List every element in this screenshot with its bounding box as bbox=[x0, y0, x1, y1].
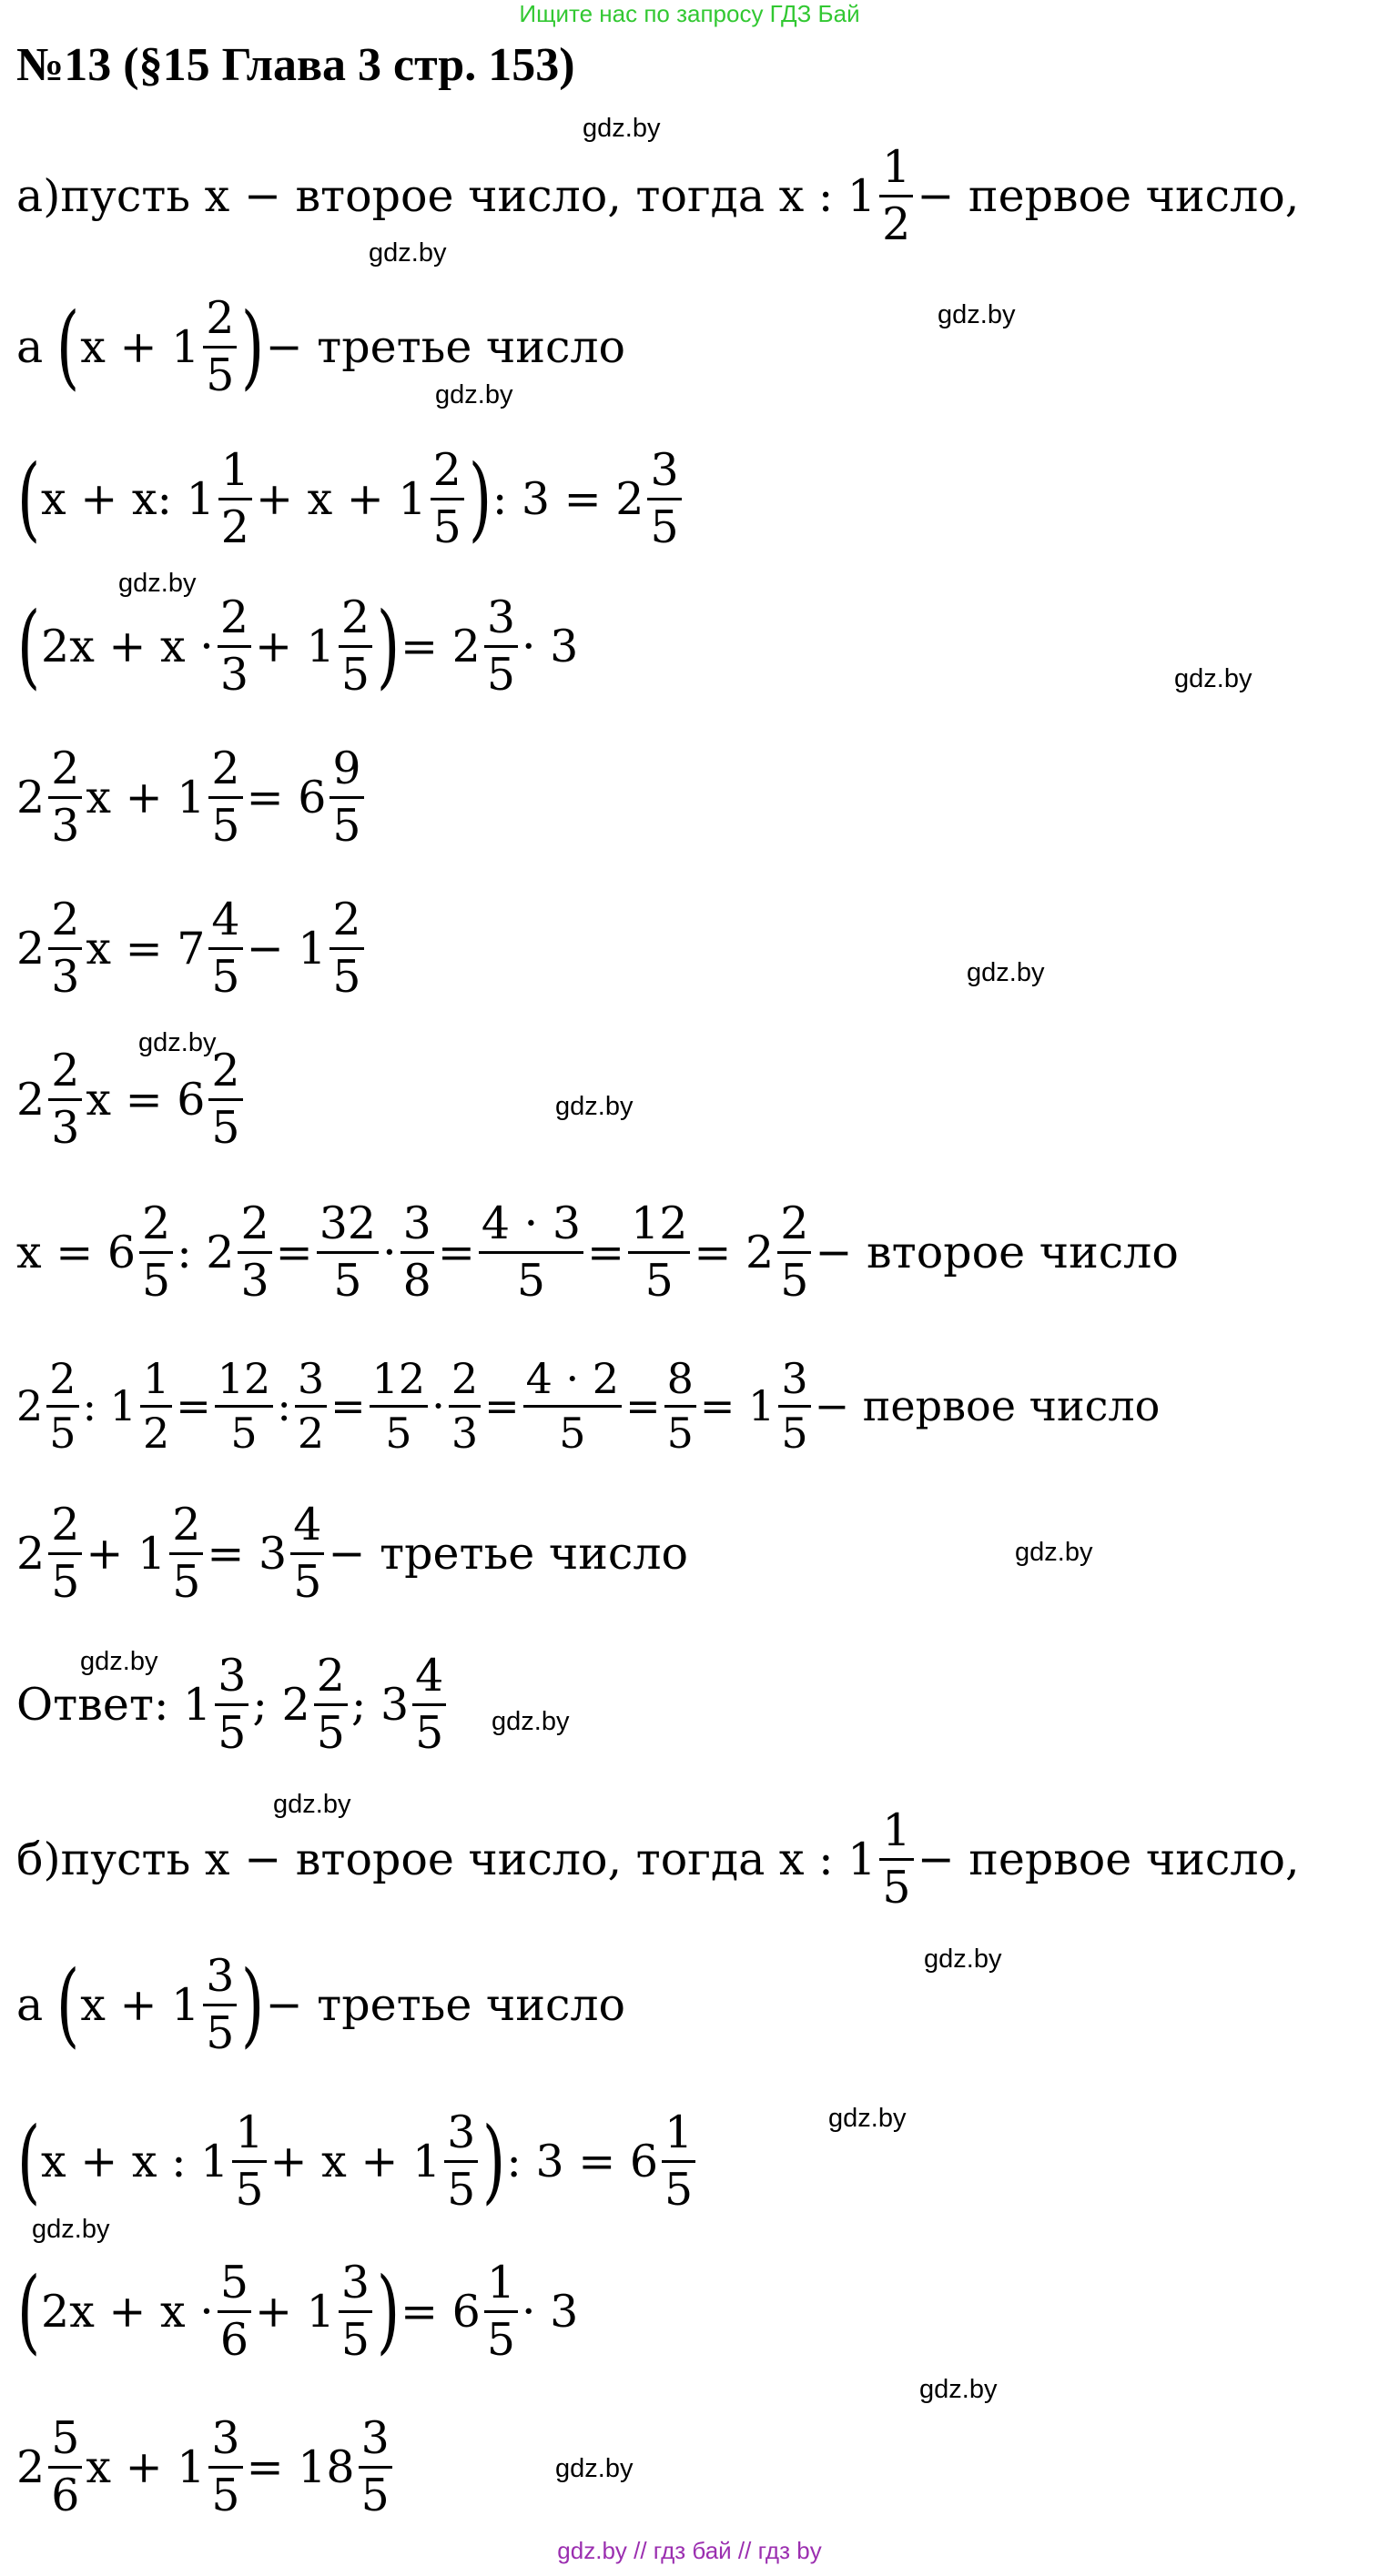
equation-line-b2 bbox=[16, 1936, 625, 2073]
numerator: 1 bbox=[140, 1357, 172, 1407]
fraction bbox=[401, 1197, 434, 1307]
denominator: 5 bbox=[333, 1254, 362, 1307]
fraction bbox=[215, 1354, 274, 1458]
text: = 18 bbox=[246, 2440, 355, 2493]
fraction bbox=[359, 2412, 392, 2521]
fraction bbox=[139, 1197, 173, 1307]
text: + х + 1 bbox=[255, 472, 427, 525]
right-paren: ) bbox=[468, 445, 492, 551]
fraction bbox=[208, 1045, 242, 1154]
numerator: 2 bbox=[314, 1652, 348, 1705]
numerator: 3 bbox=[359, 2415, 392, 2468]
left-paren: ( bbox=[56, 1951, 80, 2057]
denominator: 5 bbox=[882, 1861, 911, 1914]
text: = bbox=[625, 1381, 661, 1430]
fraction bbox=[232, 2106, 266, 2216]
fraction bbox=[218, 2257, 251, 2366]
watermark: gdz.by bbox=[435, 380, 513, 409]
fraction bbox=[290, 1499, 324, 1608]
denominator: 5 bbox=[447, 2163, 476, 2216]
text: · 3 bbox=[522, 620, 579, 672]
denominator: 5 bbox=[340, 648, 370, 701]
numerator: 2 bbox=[139, 1200, 173, 1253]
denominator: 2 bbox=[882, 197, 911, 250]
text: 2 bbox=[16, 1073, 46, 1126]
fraction bbox=[412, 1650, 446, 1759]
denominator: 5 bbox=[218, 1706, 247, 1759]
denominator: 5 bbox=[780, 1254, 809, 1307]
equation-line-b4 bbox=[16, 2243, 578, 2379]
denominator: 3 bbox=[451, 1408, 479, 1458]
text: 2 bbox=[16, 1381, 44, 1430]
fraction bbox=[317, 1197, 379, 1307]
numerator: 3 bbox=[339, 2259, 372, 2312]
fraction bbox=[48, 1045, 82, 1154]
text: 2 bbox=[16, 771, 46, 823]
fraction bbox=[444, 2106, 478, 2216]
fraction bbox=[647, 444, 681, 553]
fraction bbox=[339, 2257, 372, 2366]
denominator: 5 bbox=[235, 2163, 264, 2216]
text: = 2 bbox=[401, 620, 481, 672]
right-paren: ) bbox=[376, 592, 401, 699]
watermark: gdz.by bbox=[369, 238, 447, 268]
fraction bbox=[431, 444, 464, 553]
watermark: gdz.by bbox=[80, 1647, 158, 1676]
watermark: gdz.by bbox=[555, 1092, 634, 1121]
numerator: 4 bbox=[290, 1501, 324, 1554]
denominator: 5 bbox=[432, 500, 461, 553]
denominator: 5 bbox=[415, 1706, 444, 1759]
numerator: 2 bbox=[48, 1501, 82, 1554]
numerator: 2 bbox=[48, 1047, 82, 1100]
numerator: 2 bbox=[431, 447, 464, 500]
text: х + 1 bbox=[86, 771, 206, 823]
text: б)пусть х − второе число, тогда х : 1 bbox=[16, 1833, 877, 1885]
denominator: 2 bbox=[142, 1408, 170, 1458]
fraction bbox=[664, 1354, 696, 1458]
equation-line-a2 bbox=[16, 278, 625, 415]
fraction bbox=[330, 894, 363, 1003]
text: − 1 bbox=[246, 922, 327, 975]
right-paren: ) bbox=[241, 1951, 265, 2057]
denominator: 5 bbox=[516, 1254, 546, 1307]
equation-line-a6 bbox=[16, 880, 368, 1016]
equation-line-a9 bbox=[16, 1338, 1160, 1474]
watermark: gdz.by bbox=[919, 2375, 998, 2404]
denominator: 5 bbox=[644, 1254, 674, 1307]
denominator: 6 bbox=[219, 2313, 249, 2366]
numerator: 2 bbox=[777, 1200, 811, 1253]
watermark: gdz.by bbox=[492, 1707, 570, 1736]
numerator: 2 bbox=[208, 745, 242, 798]
denominator: 5 bbox=[293, 1555, 322, 1608]
footer-links: gdz.by // гдз бай // гдз by bbox=[557, 2537, 822, 2564]
numerator: 3 bbox=[203, 1953, 237, 2005]
numerator: 3 bbox=[401, 1200, 434, 1253]
text: 2 bbox=[16, 2440, 46, 2493]
fraction bbox=[449, 1354, 481, 1458]
fraction bbox=[215, 1650, 248, 1759]
denominator: 5 bbox=[211, 950, 240, 1003]
fraction bbox=[628, 1197, 690, 1307]
text: · bbox=[431, 1381, 445, 1430]
denominator: 5 bbox=[650, 500, 679, 553]
denominator: 5 bbox=[316, 1706, 345, 1759]
fraction bbox=[295, 1354, 327, 1458]
numerator: 32 bbox=[317, 1200, 379, 1253]
numerator: 12 bbox=[628, 1200, 690, 1253]
text: = 3 bbox=[207, 1527, 288, 1580]
text: = bbox=[275, 1226, 313, 1278]
numerator: 4 bbox=[208, 896, 242, 949]
text: + 1 bbox=[255, 620, 335, 672]
fraction bbox=[208, 742, 242, 852]
text: ; 3 bbox=[350, 1678, 410, 1731]
text: х + 1 bbox=[86, 2440, 206, 2493]
equation-line-b3 bbox=[16, 2093, 699, 2229]
denominator: 2 bbox=[220, 500, 249, 553]
fraction bbox=[46, 1354, 78, 1458]
denominator: 5 bbox=[559, 1408, 586, 1458]
numerator: 2 bbox=[218, 594, 251, 647]
denominator: 5 bbox=[142, 1254, 171, 1307]
text: : 3 = 6 bbox=[506, 2135, 659, 2187]
text: Ответ: 1 bbox=[16, 1678, 212, 1731]
equation-line-a4 bbox=[16, 578, 578, 714]
numerator: 1 bbox=[218, 447, 252, 500]
text: х = 6 bbox=[16, 1226, 137, 1278]
watermark: gdz.by bbox=[1015, 1538, 1093, 1567]
denominator: 5 bbox=[486, 648, 516, 701]
fraction bbox=[479, 1197, 583, 1307]
text: : bbox=[277, 1381, 291, 1430]
watermark: gdz.by bbox=[32, 2215, 110, 2244]
text: = bbox=[587, 1226, 625, 1278]
denominator: 5 bbox=[332, 799, 361, 852]
text: х + х : 1 bbox=[41, 2135, 229, 2187]
left-paren: ( bbox=[16, 2258, 41, 2364]
fraction bbox=[484, 591, 518, 701]
watermark: gdz.by bbox=[1174, 664, 1252, 693]
denominator: 8 bbox=[402, 1254, 431, 1307]
numerator: 12 bbox=[215, 1357, 274, 1407]
text: х + х: 1 bbox=[41, 472, 215, 525]
fraction bbox=[662, 2106, 695, 2216]
text: 2 bbox=[16, 922, 46, 975]
equation-line-a1 bbox=[16, 127, 1299, 264]
denominator: 5 bbox=[332, 950, 361, 1003]
left-paren: ( bbox=[16, 2107, 41, 2214]
denominator: 5 bbox=[172, 1555, 201, 1608]
denominator: 5 bbox=[230, 1408, 258, 1458]
numerator: 3 bbox=[778, 1357, 810, 1407]
text: ; 2 bbox=[252, 1678, 310, 1731]
watermark: gdz.by bbox=[938, 300, 1016, 329]
watermark: gdz.by bbox=[555, 2454, 634, 2483]
denominator: 5 bbox=[781, 1408, 808, 1458]
equation-line-a8 bbox=[16, 1184, 1179, 1320]
numerator: 12 bbox=[370, 1357, 429, 1407]
numerator: 1 bbox=[879, 144, 913, 197]
text: х + 1 bbox=[80, 1978, 200, 2031]
text: = bbox=[176, 1381, 211, 1430]
denominator: 3 bbox=[219, 648, 249, 701]
text: а bbox=[16, 1978, 44, 2031]
text: = 1 bbox=[699, 1381, 776, 1430]
fraction bbox=[778, 1354, 810, 1458]
fraction bbox=[140, 1354, 172, 1458]
page-title: №13 (§15 Глава 3 стр. 153) bbox=[16, 39, 575, 91]
denominator: 5 bbox=[360, 2469, 390, 2521]
fraction bbox=[218, 591, 251, 701]
numerator: 2 bbox=[330, 896, 363, 949]
fraction bbox=[330, 742, 363, 852]
text: х = 7 bbox=[86, 922, 206, 975]
numerator: 3 bbox=[295, 1357, 327, 1407]
equation-line-b1 bbox=[16, 1791, 1300, 1927]
text: + 1 bbox=[255, 2285, 335, 2338]
left-paren: ( bbox=[56, 293, 80, 399]
numerator: 2 bbox=[48, 745, 82, 798]
numerator: 2 bbox=[48, 896, 82, 949]
fraction bbox=[208, 894, 242, 1003]
text: 2х + х · bbox=[41, 620, 214, 672]
denominator: 5 bbox=[385, 1408, 412, 1458]
equation-line-b5 bbox=[16, 2399, 396, 2535]
equation-line-a5 bbox=[16, 729, 368, 865]
text: а)пусть х − второе число, тогда х : 1 bbox=[16, 169, 877, 222]
text: х + 1 bbox=[80, 320, 200, 373]
text: а bbox=[16, 320, 44, 373]
text: − первое число bbox=[814, 1381, 1161, 1430]
denominator: 5 bbox=[666, 1408, 694, 1458]
watermark: gdz.by bbox=[967, 958, 1045, 987]
text: = 6 bbox=[246, 771, 327, 823]
text: = 6 bbox=[401, 2285, 481, 2338]
fraction bbox=[48, 1499, 82, 1608]
denominator: 5 bbox=[486, 2313, 516, 2366]
numerator: 2 bbox=[208, 1047, 242, 1100]
numerator: 2 bbox=[203, 295, 237, 348]
text: · bbox=[382, 1226, 397, 1278]
numerator: 5 bbox=[48, 2415, 82, 2468]
watermark: gdz.by bbox=[273, 1790, 351, 1819]
fraction bbox=[523, 1354, 622, 1458]
text: : 1 bbox=[82, 1381, 137, 1430]
numerator: 2 bbox=[238, 1200, 271, 1253]
text: = bbox=[330, 1381, 366, 1430]
numerator: 2 bbox=[46, 1357, 78, 1407]
fraction bbox=[48, 894, 82, 1003]
numerator: 2 bbox=[449, 1357, 481, 1407]
text: : 3 = 2 bbox=[492, 472, 644, 525]
fraction bbox=[238, 1197, 271, 1307]
numerator: 5 bbox=[218, 2259, 251, 2312]
denominator: 5 bbox=[51, 1555, 80, 1608]
numerator: 8 bbox=[664, 1357, 696, 1407]
numerator: 4 · 3 bbox=[479, 1200, 583, 1253]
text: = bbox=[437, 1226, 475, 1278]
right-paren: ) bbox=[482, 2107, 506, 2214]
fraction bbox=[370, 1354, 429, 1458]
numerator: 9 bbox=[330, 745, 363, 798]
denominator: 5 bbox=[211, 799, 240, 852]
text: − первое число, bbox=[917, 1833, 1300, 1885]
text: − третье число bbox=[265, 320, 626, 373]
left-paren: ( bbox=[16, 592, 41, 699]
denominator: 3 bbox=[51, 950, 80, 1003]
right-paren: ) bbox=[241, 293, 265, 399]
text: − первое число, bbox=[917, 169, 1300, 222]
numerator: 1 bbox=[662, 2109, 695, 2162]
numerator: 4 bbox=[412, 1652, 446, 1705]
text: 2 bbox=[16, 1527, 46, 1580]
numerator: 1 bbox=[484, 2259, 518, 2312]
fraction bbox=[777, 1197, 811, 1307]
text: = 2 bbox=[694, 1226, 775, 1278]
numerator: 3 bbox=[208, 2415, 242, 2468]
numerator: 2 bbox=[169, 1501, 203, 1554]
denominator: 5 bbox=[206, 2006, 235, 2059]
text: + 1 bbox=[86, 1527, 167, 1580]
denominator: 3 bbox=[240, 1254, 269, 1307]
numerator: 3 bbox=[484, 594, 518, 647]
fraction bbox=[484, 2257, 518, 2366]
denominator: 5 bbox=[211, 1101, 240, 1154]
text: − второе число bbox=[815, 1226, 1179, 1278]
fraction bbox=[879, 1804, 913, 1914]
watermark: gdz.by bbox=[138, 1028, 217, 1057]
numerator: 3 bbox=[215, 1652, 248, 1705]
text: · 3 bbox=[522, 2285, 579, 2338]
left-paren: ( bbox=[16, 445, 41, 551]
text: : 2 bbox=[177, 1226, 235, 1278]
denominator: 2 bbox=[297, 1408, 325, 1458]
numerator: 2 bbox=[339, 594, 372, 647]
equation-line-a3 bbox=[16, 430, 685, 567]
numerator: 1 bbox=[879, 1807, 913, 1860]
numerator: 4 · 2 bbox=[523, 1357, 622, 1407]
fraction bbox=[208, 2412, 242, 2521]
fraction bbox=[218, 444, 252, 553]
numerator: 1 bbox=[232, 2109, 266, 2162]
search-banner: Ищите нас по запросу ГДЗ Бай bbox=[519, 0, 860, 27]
fraction bbox=[879, 141, 913, 250]
denominator: 5 bbox=[211, 2469, 240, 2521]
fraction bbox=[48, 2412, 82, 2521]
fraction bbox=[339, 591, 372, 701]
text: + х + 1 bbox=[269, 2135, 441, 2187]
right-paren: ) bbox=[376, 2258, 401, 2364]
fraction bbox=[48, 742, 82, 852]
denominator: 5 bbox=[340, 2313, 370, 2366]
equation-line-a10 bbox=[16, 1485, 688, 1621]
watermark: gdz.by bbox=[583, 114, 661, 143]
fraction bbox=[203, 292, 237, 401]
denominator: 6 bbox=[51, 2469, 80, 2521]
watermark: gdz.by bbox=[118, 569, 197, 598]
denominator: 5 bbox=[49, 1408, 76, 1458]
watermark: gdz.by bbox=[828, 2104, 907, 2133]
text: х = 6 bbox=[86, 1073, 206, 1126]
denominator: 5 bbox=[664, 2163, 694, 2216]
text: = bbox=[484, 1381, 520, 1430]
text: − третье число bbox=[265, 1978, 626, 2031]
fraction bbox=[203, 1950, 237, 2059]
fraction bbox=[314, 1650, 348, 1759]
denominator: 3 bbox=[51, 799, 80, 852]
denominator: 3 bbox=[51, 1101, 80, 1154]
denominator: 5 bbox=[206, 349, 235, 401]
watermark: gdz.by bbox=[924, 1945, 1002, 1974]
numerator: 3 bbox=[647, 447, 681, 500]
text: 2х + х · bbox=[41, 2285, 214, 2338]
fraction bbox=[169, 1499, 203, 1608]
text: − третье число bbox=[328, 1527, 688, 1580]
numerator: 3 bbox=[444, 2109, 478, 2162]
